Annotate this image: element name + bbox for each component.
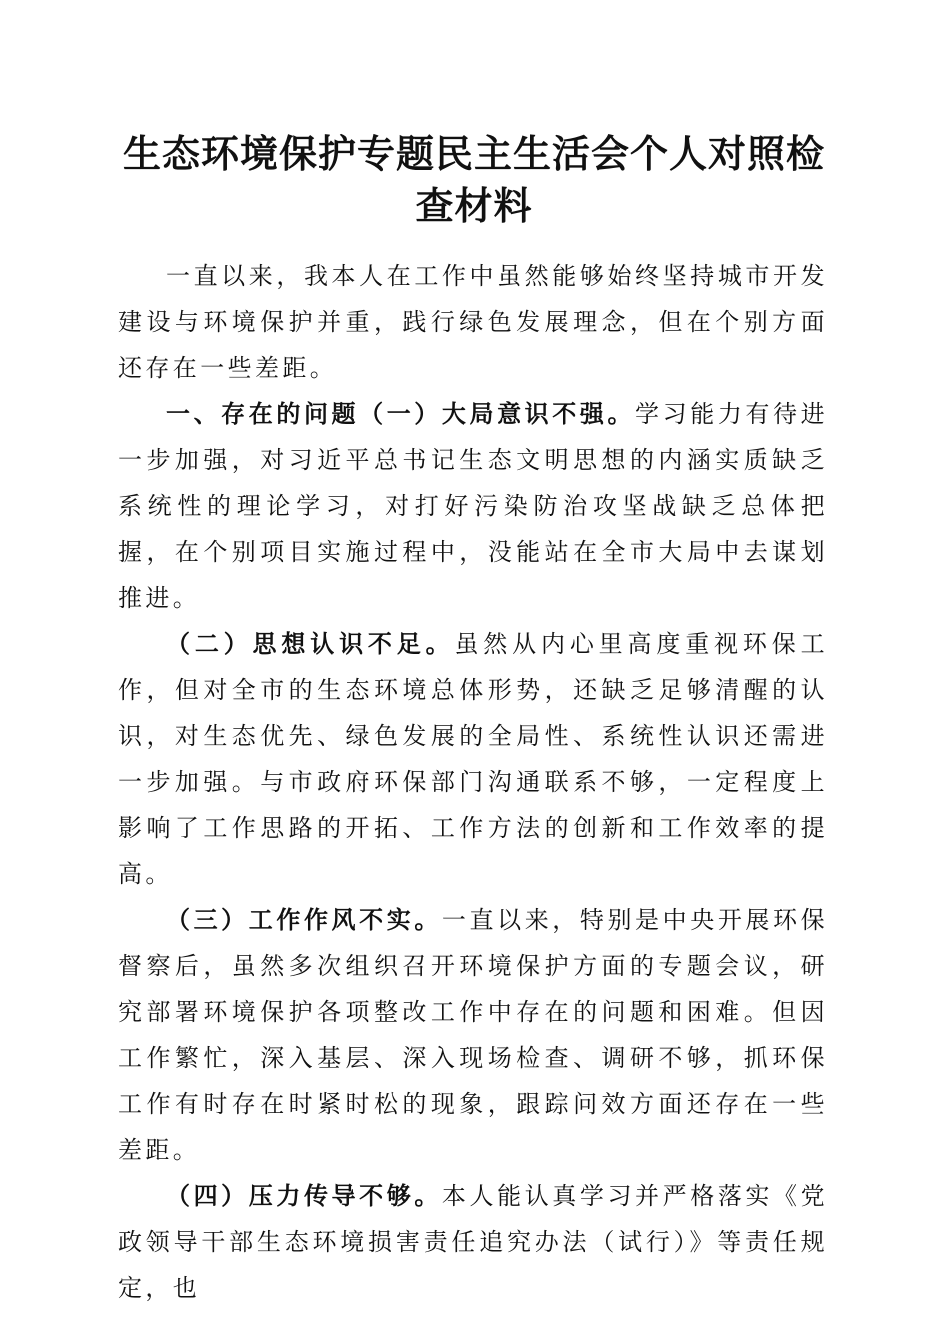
paragraph-issue-1 <box>118 391 828 621</box>
paragraph-intro <box>118 253 828 391</box>
paragraph-text: 虽然从内心里高度重视环保工作，但对全市的生态环境总体形势，还缺乏足够清醒的认识，对生态优先、绿色发展的全局性、系统性认识还需进一步加强。与市政府环保部门沟通联系不够，一定程度上影响了工作思路的开拓、工作方法的创新和工作效率的提高。 <box>118 630 828 888</box>
paragraph-text: 一直以来，我本人在工作中虽然能够始终坚持城市开发建设与环境保护并重，践行绿色发展理念，但在个别方面还存在一些差距。 <box>118 262 828 382</box>
paragraph-issue-2 <box>118 621 828 897</box>
paragraph-heading: 一、存在的问题（一）大局意识不强。 <box>166 400 636 428</box>
paragraph-text: 本人能认真学习并严格落实《党政领导干部生态环境损害责任追究办法（试行）》等责任规定，也 <box>118 1182 829 1302</box>
paragraph-heading: （四）压力传导不够。 <box>166 1182 442 1210</box>
paragraph-text: 学习能力有待进一步加强，对习近平总书记生态文明思想的内涵实质缺乏系统性的理论学习，对打好污染防治攻坚战缺乏总体把握，在个别项目实施过程中，没能站在全市大局中去谋划推进。 <box>118 400 828 612</box>
paragraph-heading: （二）思想认识不足。 <box>166 630 455 658</box>
paragraph-issue-4 <box>118 1173 828 1311</box>
document-body <box>118 253 828 1311</box>
paragraph-text: 一直以来，特别是中央开展环保督察后，虽然多次组织召开环境保护方面的专题会议，研究部署环境保护各项整改工作中存在的问题和困难。但因工作繁忙，深入基层、深入现场检查、调研不够，抓环保工作有时存在时紧时松的现象，跟踪问效方面还存在一些差距。 <box>118 906 829 1164</box>
paragraph-issue-3 <box>118 897 828 1173</box>
document-title: 生态环境保护专题民主生活会个人对照检查材料 <box>122 131 825 228</box>
paragraph-heading: （三）工作作风不实。 <box>166 906 442 934</box>
